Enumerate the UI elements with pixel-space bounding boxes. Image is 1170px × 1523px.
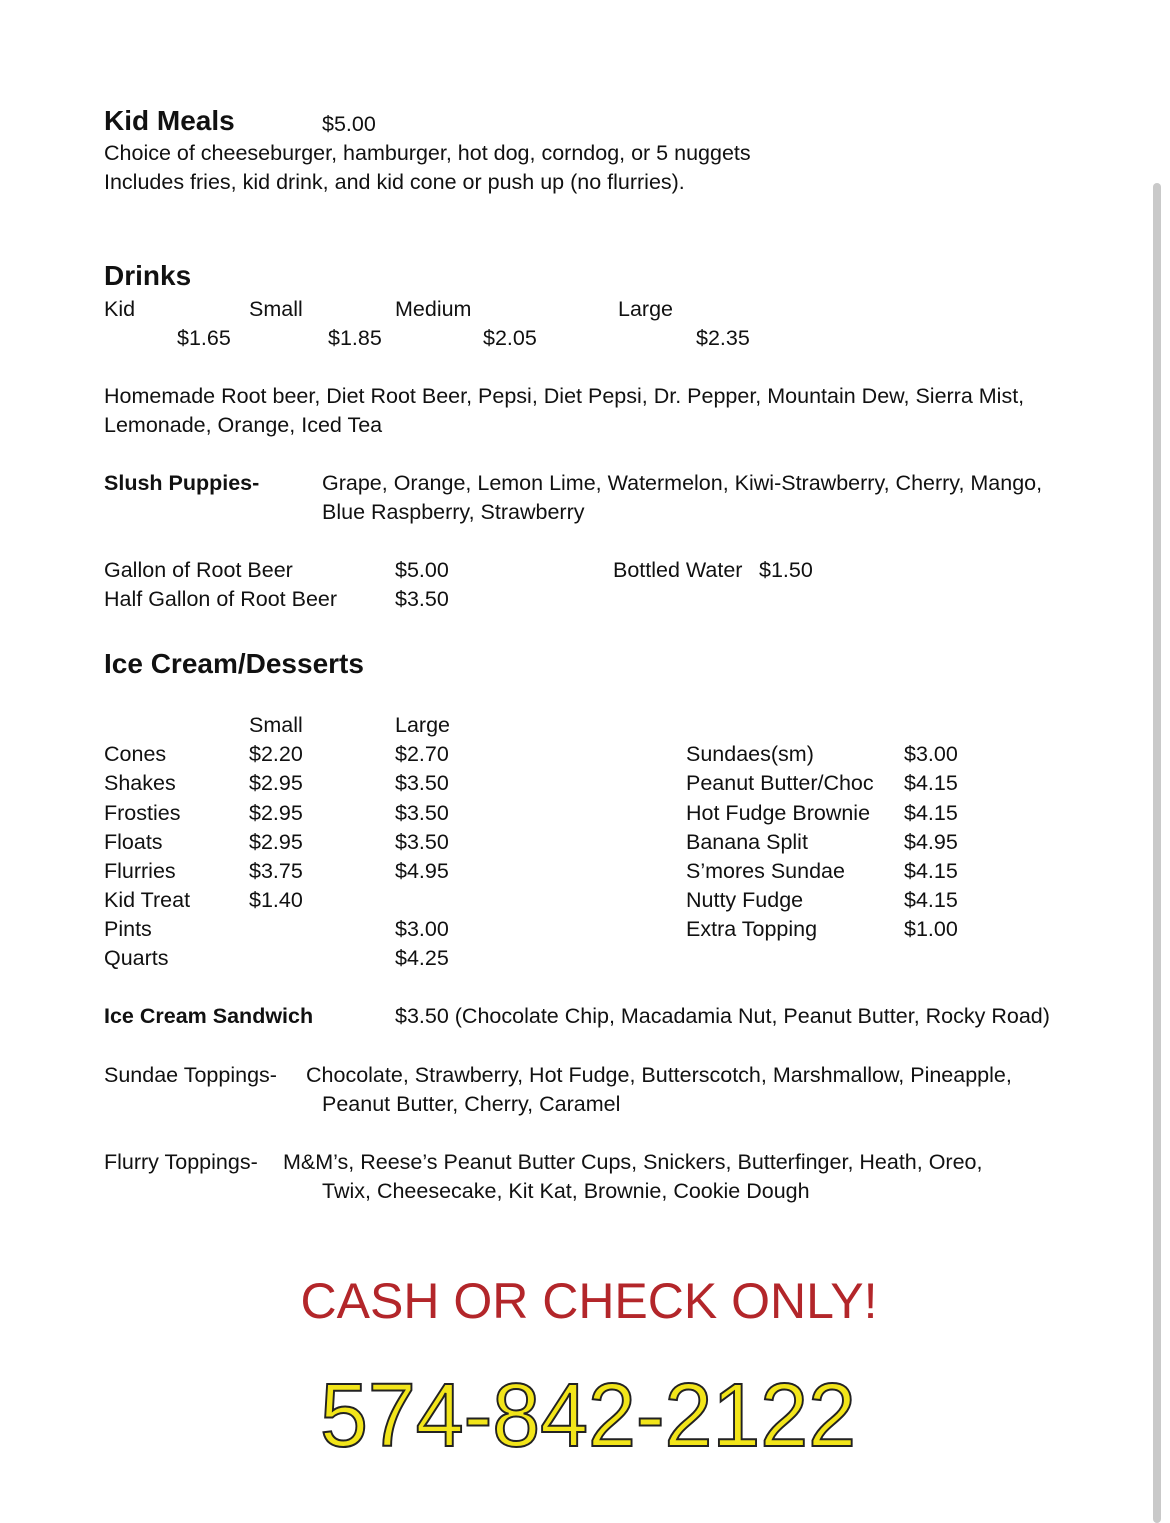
dessert-item-large: $4.25 (395, 946, 449, 970)
bottled-water-price: $1.50 (759, 558, 813, 582)
sundae-toppings-line: Peanut Butter, Cherry, Caramel (322, 1092, 621, 1116)
slush-flavors-line: Grape, Orange, Lemon Lime, Watermelon, Kiwi-Strawberry, Cherry, Mango, (322, 471, 1043, 495)
dessert-item-name: Frosties (104, 801, 181, 825)
kid-meals-title: Kid Meals (104, 105, 235, 136)
kid-meals-includes-line: Includes fries, kid drink, and kid cone or push up (no flurries). (104, 170, 685, 194)
dessert-item-large: $2.70 (395, 742, 449, 766)
dessert-item-name: Quarts (104, 946, 169, 970)
dessert-item-large: $3.50 (395, 771, 449, 795)
flurry-toppings-label: Flurry Toppings- (104, 1150, 258, 1174)
drink-size-kid: Kid (104, 297, 136, 321)
dessert-item-large: $3.50 (395, 830, 449, 854)
ice-cream-sandwich-details: $3.50 (Chocolate Chip, Macadamia Nut, Peanut Butter, Rocky Road) (395, 1004, 1050, 1028)
drink-price-large: $2.35 (696, 326, 750, 350)
dessert-item-large: $3.00 (395, 917, 449, 941)
sundae-name: S’mores Sundae (686, 859, 845, 883)
sundae-name: Peanut Butter/Choc (686, 771, 874, 795)
payment-notice-text: CASH OR CHECK ONLY! (300, 1273, 878, 1329)
dessert-item-name: Flurries (104, 859, 176, 883)
half-gallon-root-beer-price: $3.50 (395, 587, 449, 611)
kid-meals-choice-line: Choice of cheeseburger, hamburger, hot dog, corndog, or 5 nuggets (104, 141, 751, 165)
sundae-price: $4.15 (904, 771, 958, 795)
half-gallon-root-beer-label: Half Gallon of Root Beer (104, 587, 338, 611)
sundae-price: $4.15 (904, 859, 958, 883)
sundae-price: $3.00 (904, 742, 958, 766)
dessert-item-name: Floats (104, 830, 163, 854)
gallon-root-beer-label: Gallon of Root Beer (104, 558, 293, 582)
kid-meals-price: $5.00 (322, 112, 376, 136)
desserts-title: Ice Cream/Desserts (104, 648, 364, 679)
drink-price-medium: $2.05 (483, 326, 537, 350)
dessert-item-large: $3.50 (395, 801, 449, 825)
slush-flavors-line: Blue Raspberry, Strawberry (322, 500, 585, 524)
drink-price-small: $1.85 (328, 326, 382, 350)
drink-price-kid: $1.65 (177, 326, 231, 350)
ice-cream-sandwich-label: Ice Cream Sandwich (104, 1004, 314, 1028)
sundae-price: $1.00 (904, 917, 958, 941)
drink-size-medium: Medium (395, 297, 472, 321)
bottled-water-label: Bottled Water (613, 558, 743, 582)
dessert-item-name: Shakes (104, 771, 176, 795)
dessert-item-name: Cones (104, 742, 167, 766)
drink-list-line: Homemade Root beer, Diet Root Beer, Pepsi, Diet Pepsi, Dr. Pepper, Mountain Dew, Sierra Mist, (104, 384, 1025, 408)
dessert-item-small: $2.95 (249, 771, 303, 795)
payment-notice (0, 1271, 1170, 1331)
sundae-name: Hot Fudge Brownie (686, 801, 871, 825)
phone-number-text: 574-842-2122 (320, 1370, 856, 1460)
dessert-item-small: $2.95 (249, 830, 303, 854)
dessert-item-small: $1.40 (249, 888, 303, 912)
dessert-item-name: Pints (104, 917, 152, 941)
sundae-price: $4.15 (904, 888, 958, 912)
drinks-title: Drinks (104, 260, 192, 291)
dessert-item-small: $2.95 (249, 801, 303, 825)
drink-size-small: Small (249, 297, 303, 321)
sundae-toppings-line: Chocolate, Strawberry, Hot Fudge, Butterscotch, Marshmallow, Pineapple, (306, 1063, 1012, 1087)
sundae-name: Banana Split (686, 830, 808, 854)
phone-number (318, 1370, 858, 1460)
flurry-toppings-line: M&M’s, Reese’s Peanut Butter Cups, Snickers, Butterfinger, Heath, Oreo, (283, 1150, 983, 1174)
dessert-col-small: Small (249, 713, 303, 737)
drink-list-line: Lemonade, Orange, Iced Tea (104, 413, 383, 437)
drink-size-large: Large (618, 297, 673, 321)
sundae-price: $4.15 (904, 801, 958, 825)
sundae-price: $4.95 (904, 830, 958, 854)
sundae-name: Extra Topping (686, 917, 818, 941)
vertical-scrollbar[interactable] (1153, 183, 1161, 1523)
sundae-name: Nutty Fudge (686, 888, 804, 912)
dessert-item-small: $3.75 (249, 859, 303, 883)
sundae-name: Sundaes(sm) (686, 742, 814, 766)
dessert-item-small: $2.20 (249, 742, 303, 766)
dessert-item-large: $4.95 (395, 859, 449, 883)
dessert-col-large: Large (395, 713, 450, 737)
dessert-item-name: Kid Treat (104, 888, 191, 912)
sundae-toppings-label: Sundae Toppings- (104, 1063, 277, 1087)
gallon-root-beer-price: $5.00 (395, 558, 449, 582)
flurry-toppings-line: Twix, Cheesecake, Kit Kat, Brownie, Cookie Dough (322, 1179, 810, 1203)
slush-puppies-label: Slush Puppies- (104, 471, 260, 495)
